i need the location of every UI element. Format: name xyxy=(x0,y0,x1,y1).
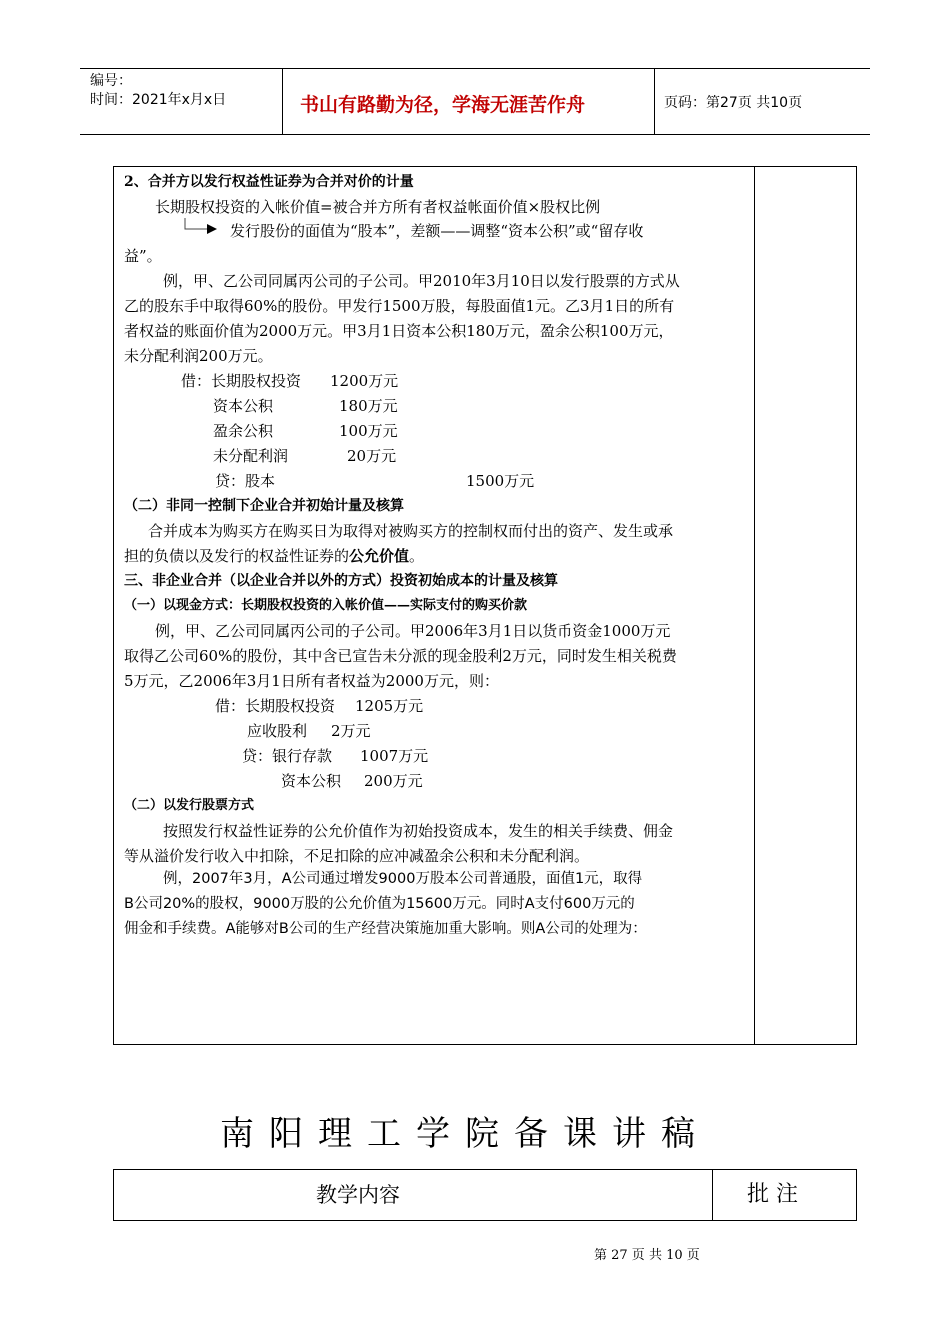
example-1-line: 者权益的账面价值为2000万元。甲3月1日资本公积180万元，盈余公积100万元， xyxy=(124,322,674,340)
example-3-line: 佣金和手续费。A能够对B公司的生产经营决策施加重大影响。则A公司的处理为： xyxy=(124,921,647,937)
section-1-arrow-text-cont: 益”。 xyxy=(124,247,162,265)
section-3-paragraph: 等从溢价发行收入中扣除，不足扣除的应冲减盈余公积和未分配利润。 xyxy=(124,847,590,865)
header-number-label: 编号： xyxy=(90,73,132,89)
journal-2-label: 借：长期股权投资 xyxy=(215,697,336,715)
journal-1-amount: 180万元 xyxy=(339,397,398,415)
header-date-label: 时间：2021年x月x日 xyxy=(90,92,227,108)
column-header-content: 教学内容 xyxy=(316,1183,400,1207)
next-page-column-divider xyxy=(712,1169,713,1220)
section-1-title: 2、合并方以发行权益性证券为合并对价的计量 xyxy=(124,174,414,190)
notes-column-divider xyxy=(754,166,755,1044)
journal-1-label: 贷：股本 xyxy=(215,472,276,490)
section-1-arrow-text: 发行股份的面值为“股本”，差额——调整“资本公积”或“留存收 xyxy=(230,222,644,240)
fair-value-emphasis: 公允价值 xyxy=(349,547,410,565)
journal-2-label: 应收股利 xyxy=(247,722,308,740)
arrow-connector-icon xyxy=(183,218,223,234)
section-2-text: 担的负债以及发行的权益性证券的 xyxy=(124,547,350,565)
journal-1-amount: 1200万元 xyxy=(330,372,399,390)
column-header-notes: 批 注 xyxy=(747,1182,798,1207)
header-page-label: 页码：第27页 共10页 xyxy=(664,95,803,111)
section-3-paragraph: 按照发行权益性证券的公允价值作为初始投资成本，发生的相关手续费、佣金 xyxy=(163,822,674,840)
journal-1-amount: 20万元 xyxy=(347,447,397,465)
next-page-title: 南阳理工学院备课讲稿 xyxy=(220,1114,710,1154)
example-2-line: 取得乙公司60%的股份，其中含已宣告未分派的现金股利2万元，同时发生相关税费 xyxy=(124,647,677,665)
section-3-subtitle-2: （二）以发行股票方式 xyxy=(124,798,255,813)
example-3-line: B公司20%的股权，9000万股的公允价值为15600万元。同时A支付600万元的 xyxy=(124,896,635,912)
example-1-line: 未分配利润200万元。 xyxy=(124,347,273,365)
section-2-paragraph: 合并成本为购买方在购买日为取得对被购买方的控制权而付出的资产、发生或承 xyxy=(148,522,674,540)
example-2-line: 例，甲、乙公司同属丙公司的子公司。甲2006年3月1日以货币资金1000万元 xyxy=(155,622,671,640)
section-3-title: 三、非企业合并（以企业合并以外的方式）投资初始成本的计量及核算 xyxy=(124,573,558,589)
header-divider-2 xyxy=(654,68,655,135)
section-1-formula: 长期股权投资的入帐价值=被合并方所有者权益帐面价值×股权比例 xyxy=(155,198,601,216)
journal-2-amount: 1205万元 xyxy=(355,697,424,715)
section-2-title: （二）非同一控制下企业合并初始计量及核算 xyxy=(124,498,404,514)
example-1-line: 乙的股东手中取得60%的股份。甲发行1500万股，每股面值1元。乙3月1日的所有 xyxy=(124,297,675,315)
journal-2-label: 资本公积 xyxy=(281,772,342,790)
page-footer: 第 27 页 共 10 页 xyxy=(594,1248,700,1263)
example-1-line: 例，甲、乙公司同属丙公司的子公司。甲2010年3月10日以发行股票的方式从 xyxy=(163,272,680,290)
journal-1-label: 未分配利润 xyxy=(213,447,289,465)
section-3-subtitle-1: （一）以现金方式：长期股权投资的入帐价值——实际支付的购买价款 xyxy=(124,598,528,613)
journal-2-amount: 2万元 xyxy=(331,722,371,740)
journal-1-label: 资本公积 xyxy=(213,397,274,415)
example-2-line: 5万元，乙2006年3月1日所有者权益为2000万元，则： xyxy=(124,672,499,690)
header-divider-1 xyxy=(282,68,283,135)
journal-2-amount: 200万元 xyxy=(364,772,423,790)
header-motto: 书山有路勤为径，学海无涯苦作舟 xyxy=(300,94,586,116)
journal-1-amount: 1500万元 xyxy=(466,472,535,490)
header-top-border xyxy=(80,68,870,69)
journal-1-label: 盈余公积 xyxy=(213,422,274,440)
journal-2-amount: 1007万元 xyxy=(360,747,429,765)
example-3-line: 例，2007年3月，A公司通过增发9000万股本公司普通股，面值1元，取得 xyxy=(163,871,643,887)
header-bottom-border xyxy=(80,134,870,135)
section-2-paragraph-cont xyxy=(124,546,424,566)
journal-1-label: 借：长期股权投资 xyxy=(181,372,302,390)
section-2-period: 。 xyxy=(409,547,425,565)
journal-2-label: 贷：银行存款 xyxy=(242,747,333,765)
next-page-table xyxy=(113,1169,857,1221)
journal-1-amount: 100万元 xyxy=(339,422,398,440)
